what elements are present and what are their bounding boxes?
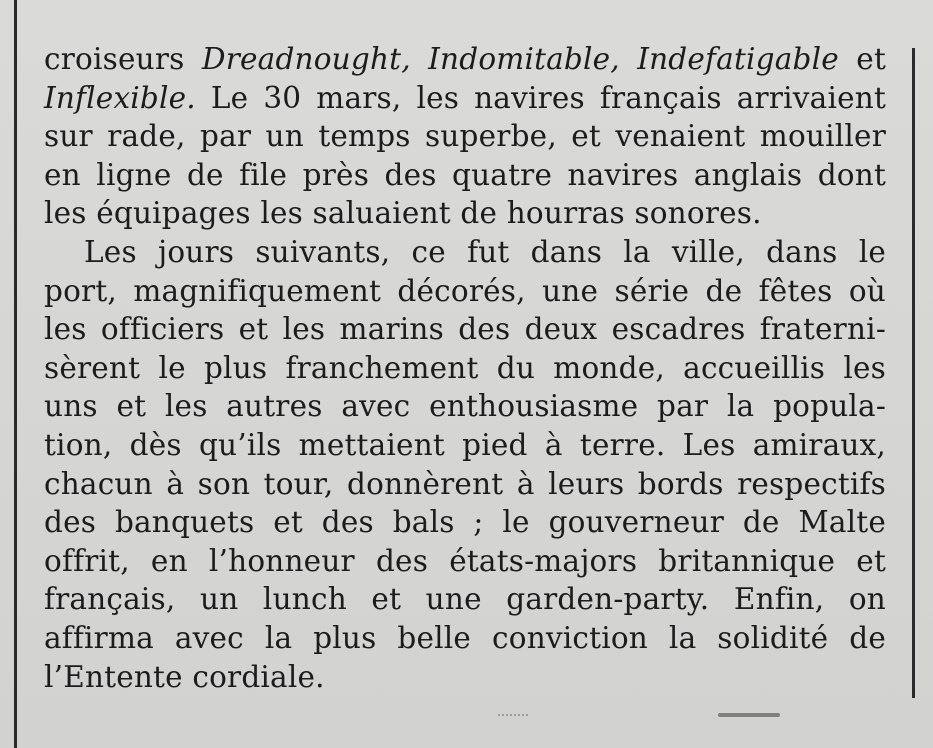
print-mark [718, 713, 780, 717]
text-line: français, un lunch et une garden-party. Enfin, on [44, 582, 886, 617]
text-line: les équipages les saluaient de hourras sonores. [44, 196, 762, 231]
body-text [44, 40, 886, 696]
text-line: chacun à son tour, donnèrent à leurs bords respectifs [44, 466, 886, 501]
text-line: en ligne de file près des quatre navires anglais dont [44, 157, 886, 192]
text-line: Les jours suivants, ce fut dans la ville, dans le [84, 234, 886, 269]
text-line: port, magnifiquement décorés, une série de fêtes où [44, 273, 886, 308]
text-line: des banquets et des bals ; le gouverneur de Malte [44, 505, 886, 540]
text-line: les officiers et les marins des deux escadres fraterni- [44, 312, 886, 347]
text-line: tion, dès qu’ils mettaient pied à terre. Les amiraux, [44, 427, 886, 462]
text-line: l’Entente cordiale. [44, 659, 325, 694]
text-line: offrit, en l’honneur des états-majors britannique et [44, 543, 886, 578]
text-line: uns et les autres avec enthousiasme par la popula- [44, 389, 886, 424]
text-line: croiseurs Dreadnought, Indomitable, Indefatigable et [44, 42, 886, 76]
text-line: sèrent le plus franchement du monde, accueillis les [44, 350, 886, 385]
text-line: affirma avec la plus belle conviction la solidité de [44, 620, 886, 655]
print-speck [498, 714, 528, 719]
text-line: Inflexible. Le 30 mars, les navires français arrivaient [44, 80, 886, 115]
text-line: sur rade, par un temps superbe, et venaient mouiller [44, 119, 886, 154]
right-column-rule [912, 48, 915, 698]
left-column-rule [14, 0, 17, 748]
